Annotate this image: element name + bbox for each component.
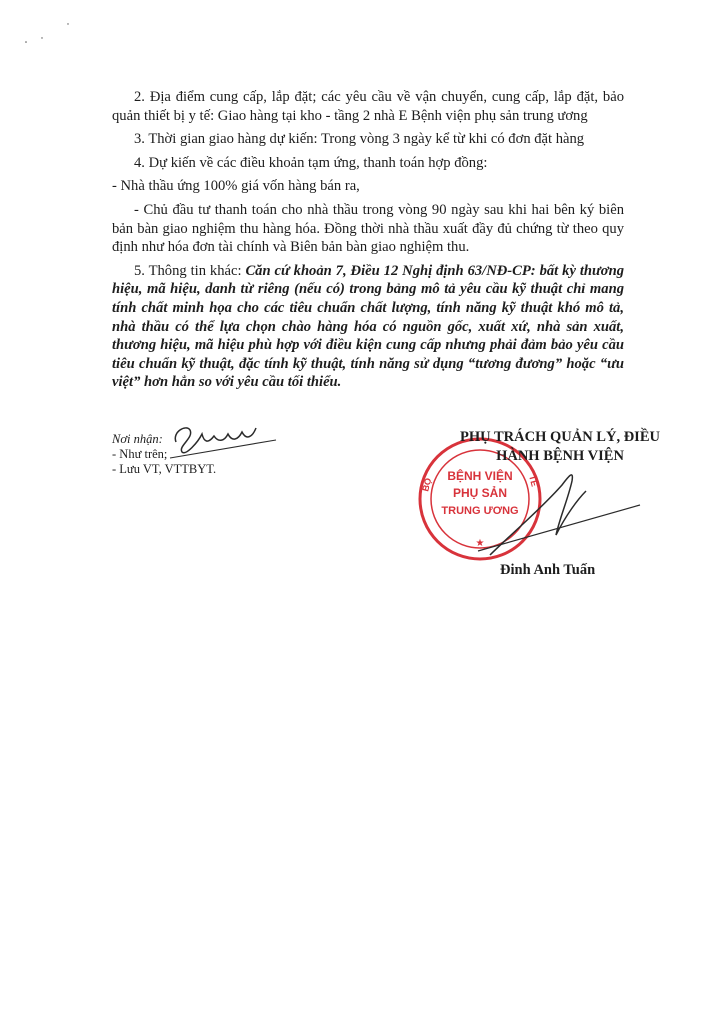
stamp-line-3: TRUNG ƯƠNG xyxy=(441,505,519,517)
item-4-advance: - Nhà thầu ứng 100% giá vốn hàng bán ra, xyxy=(112,178,360,195)
stamp-right-text: TẾ xyxy=(527,473,540,488)
item-3: 3. Thời gian giao hàng dự kiến: Trong vòng 3 ngày kể từ khi có đơn đặt hàng xyxy=(134,131,585,148)
initial-signature xyxy=(168,412,278,462)
director-signature xyxy=(470,455,650,570)
recipients-line-1: - Như trên; xyxy=(112,447,168,461)
signer-position-line-2: HÀNH BỆNH VIỆN xyxy=(496,448,624,464)
stamp-star: ★ xyxy=(475,538,485,549)
item-5-text: Căn cứ khoản 7, Điều 12 Nghị định 63/NĐ-CP: bất kỳ thương hiệu, mã hiệu, danh từ riêng (nếu có) trong bảng mô tả yêu cầu kỹ thuật chỉ mang tính chất minh họa cho các tiêu chuẩn chất lượng, tính năng kỹ thuật khó mô tả, nhà thầu có thể lựa chọn chào hàng hóa có nguồn gốc, xuất xứ, nhà sản xuất, thương hiệu, mã hiệu phù hợp với điều kiện cung cấp nhưng phải đảm bảo yêu cầu tiêu chuẩn kỹ thuật, đặc tính kỹ thuật, tính năng sử dụng “tương đương” hoặc “ưu việt” hơn hẳn so với yêu cầu tối thiểu. xyxy=(112,262,624,391)
stamp-left-text: BỘ xyxy=(420,476,434,493)
stamp-line-1: BỆNH VIỆN xyxy=(447,469,513,483)
signer-name: Đinh Anh Tuấn xyxy=(500,562,596,578)
document-body xyxy=(112,88,624,397)
item-4-payment: - Chủ đầu tư thanh toán cho nhà thầu trong vòng 90 ngày sau khi hai bên ký biên bản bàn giao nghiệm thu hàng hóa. Đồng thời nhà thầu xuất đầy đủ chứng từ theo quy định như hóa đơn tài chính và Biên bản bàn giao nghiệm thu. xyxy=(112,201,624,256)
recipients-title: Nơi nhận: xyxy=(112,432,163,446)
item-5 xyxy=(112,262,624,392)
item-4: 4. Dự kiến về các điều khoản tạm ứng, thanh toán hợp đồng: xyxy=(134,154,488,171)
recipients-line-2: - Lưu VT, VTTBYT. xyxy=(112,462,217,476)
item-5-label: 5. Thông tin khác: xyxy=(134,262,246,279)
stamp-line-2: PHỤ SẢN xyxy=(452,486,508,500)
scan-specks xyxy=(20,20,80,50)
signer-position-line-1: PHỤ TRÁCH QUẢN LÝ, ĐIỀU xyxy=(460,429,660,445)
item-2: 2. Địa điểm cung cấp, lắp đặt; các yêu cầu về vận chuyển, cung cấp, lắp đặt, bảo quản thiết bị y tế: Giao hàng tại kho - tầng 2 nhà E Bệnh viện phụ sản trung ương xyxy=(112,89,624,124)
